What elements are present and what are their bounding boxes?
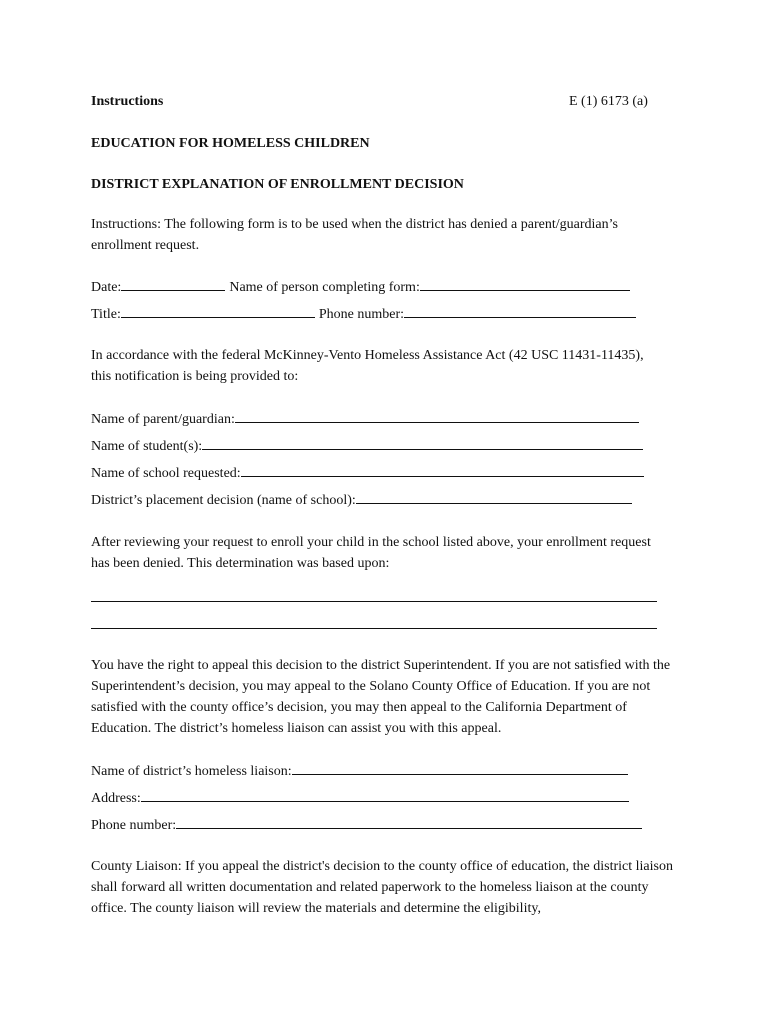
parent-row	[91, 408, 643, 428]
reason-line-2[interactable]	[91, 628, 657, 629]
reason-line-1[interactable]	[91, 601, 657, 602]
placement-field[interactable]	[356, 489, 632, 504]
phone-field[interactable]	[404, 303, 636, 318]
school-row	[91, 462, 648, 482]
title-phone-row	[91, 303, 640, 323]
document-title: EDUCATION FOR HOMELESS CHILDREN	[91, 136, 370, 151]
document-subtitle: DISTRICT EXPLANATION OF ENROLLMENT DECISION	[91, 177, 464, 192]
address-label: Address:	[91, 791, 141, 806]
address-row	[91, 787, 633, 807]
school-field[interactable]	[241, 462, 644, 477]
placement-row	[91, 489, 636, 509]
date-field[interactable]	[121, 276, 225, 291]
instructions-label: Instructions	[91, 94, 164, 109]
liaison-phone-row	[91, 814, 646, 834]
county-liaison-paragraph: County Liaison: If you appeal the district's decision to the county office of education, the district liaison shall forward all written documentation and related paperwork to the homeless liaison at the county office. The county liaison will review the materials and determine the eligibility,	[91, 859, 673, 916]
date-completer-row	[91, 276, 634, 296]
liaison-label: Name of district’s homeless liaison:	[91, 764, 292, 779]
intro-paragraph: Instructions: The following form is to be used when the district has denied a parent/guardian’s enrollment request.	[91, 217, 618, 253]
appeal-paragraph: You have the right to appeal this decision to the district Superintendent. If you are not satisfied with the Superintendent’s decision, you may appeal to the Solano County Office of Education. If you are not satisfied with the county office’s decision, you may then appeal to the California Department of Education. The district’s homeless liaison can assist you with this appeal.	[91, 658, 671, 736]
phone-label: Phone number:	[318, 307, 404, 322]
form-code: E (1) 6173 (a)	[569, 94, 648, 109]
school-label: Name of school requested:	[91, 466, 241, 481]
liaison-phone-field[interactable]	[176, 814, 642, 829]
completer-field[interactable]	[420, 276, 630, 291]
placement-label: District’s placement decision (name of school):	[91, 493, 356, 508]
parent-label: Name of parent/guardian:	[91, 412, 235, 427]
completer-label: Name of person completing form:	[229, 280, 420, 295]
title-field[interactable]	[121, 303, 315, 318]
liaison-phone-label: Phone number:	[91, 818, 177, 833]
parent-field[interactable]	[235, 408, 639, 423]
student-field[interactable]	[202, 435, 643, 450]
liaison-row	[91, 760, 632, 780]
title-label: Title:	[91, 307, 121, 322]
accordance-paragraph: In accordance with the federal McKinney-Vento Homeless Assistance Act (42 USC 11431-11435), this notification is being provided to:	[91, 348, 644, 384]
liaison-field[interactable]	[292, 760, 628, 775]
address-field[interactable]	[141, 787, 629, 802]
date-label: Date:	[91, 280, 122, 295]
student-label: Name of student(s):	[91, 439, 203, 454]
student-row	[91, 435, 647, 455]
denial-paragraph: After reviewing your request to enroll your child in the school listed above, your enrollment request has been denied. This determination was based upon:	[91, 535, 651, 571]
